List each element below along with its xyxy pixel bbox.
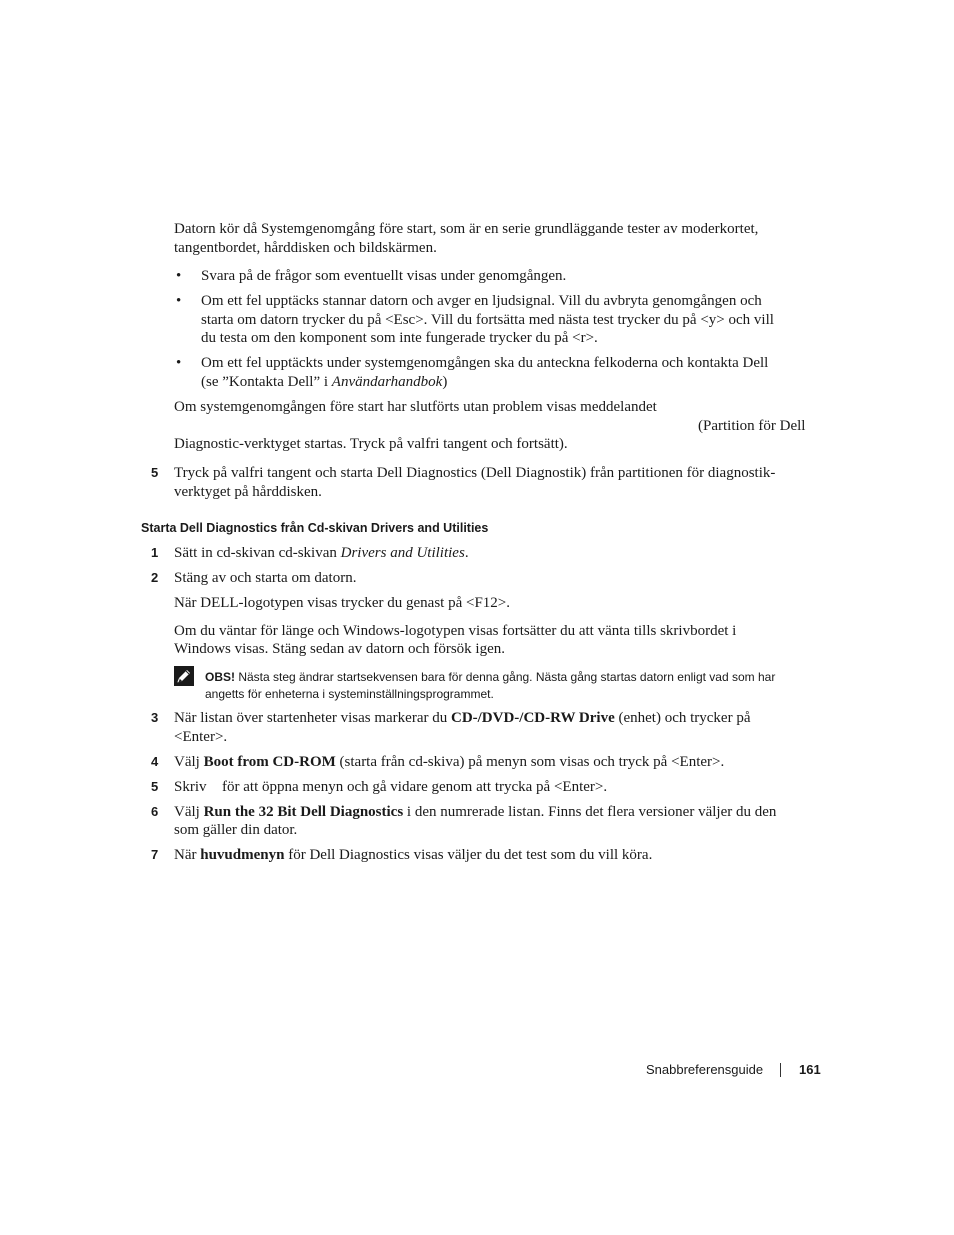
bullet-2-line-1: Om ett fel upptäcks stannar datorn och avger en ljudsignal. Vill du avbryta genomgången och xyxy=(201,293,762,309)
partition-msg-line-1: Om systemgenomgången före start har slutförts utan problem visas meddelandet xyxy=(174,399,657,415)
partition-msg-line-2: (Partition för Dell xyxy=(698,418,806,434)
bullet-1-text: Svara på de frågor som eventuellt visas under genomgången. xyxy=(201,268,567,284)
cd-step-2-text: Stäng av och starta om datorn. xyxy=(174,570,357,586)
step-number: 4 xyxy=(151,754,159,769)
footer-guide-label: Snabbreferensguide xyxy=(646,1062,764,1077)
bullet-marker: • xyxy=(176,268,182,284)
bullet-marker: • xyxy=(176,355,182,371)
main-menu-term: huvudmenyn xyxy=(200,847,285,863)
bullet-2-line-2: starta om datorn trycker du på <Esc>. Vill du fortsätta med nästa test trycker du på <y> och vill xyxy=(201,312,774,328)
cd-step-5-prefix: Skriv xyxy=(174,779,207,795)
diagnostics-option: Run the 32 Bit Dell Diagnostics xyxy=(203,804,404,820)
cd-title: Drivers and Utilities xyxy=(340,545,465,561)
step-number: 3 xyxy=(151,710,159,725)
cd-step-5-suffix: för att öppna menyn och gå vidare genom att trycka på <Enter>. xyxy=(222,779,608,795)
cd-step-6-line-1: Välj Run the 32 Bit Dell Diagnostics i den numrerade listan. Finns det flera versioner väljer du den xyxy=(174,804,777,820)
step-5-line-2: verktyget på hårddisken. xyxy=(174,484,322,500)
note-line-2: angetts för enheterna i systeminställningsprogrammet. xyxy=(205,687,494,701)
cd-step-1-text: Sätt in cd-skivan cd-skivan Drivers and Utilities. xyxy=(174,545,469,561)
cd-drive-option: CD-/DVD-/CD-RW Drive xyxy=(450,710,615,726)
page-number: 161 xyxy=(799,1062,821,1077)
step-number: 2 xyxy=(151,570,159,585)
bullet-marker: • xyxy=(176,293,182,309)
boot-option: Boot from CD-ROM xyxy=(203,754,336,770)
bullet-2-line-3: du testa om den komponent som inte fungerade trycker du på <r>. xyxy=(201,330,598,346)
intro-line-2: tangentbordet, hårddisken och bildskärmen. xyxy=(174,240,437,256)
partition-msg-line-3: Diagnostic-verktyget startas. Tryck på valfri tangent och fortsätt). xyxy=(174,436,568,452)
user-guide-title: Användarhandbok xyxy=(331,374,443,390)
intro-line-1: Datorn kör då Systemgenomgång före start, som är en serie grundläggande tester av moderkortet, xyxy=(174,221,759,237)
note-line-1: OBS! Nästa steg ändrar startsekvensen bara för denna gång. Nästa gång startas datorn enligt vad som har xyxy=(205,670,776,684)
step-5-line-1: Tryck på valfri tangent och starta Dell Diagnostics (Dell Diagnostik) från partitionen för diagnostik- xyxy=(174,465,776,481)
cd-step-2-para-1: När DELL-logotypen visas trycker du genast på <F12>. xyxy=(174,595,511,611)
cd-step-2-para-2-line-1: Om du väntar för länge och Windows-logotypen visas fortsätter du att vänta tills skrivbordet i xyxy=(174,623,737,639)
step-number: 5 xyxy=(151,779,159,794)
section-heading: Starta Dell Diagnostics från Cd-skivan Drivers and Utilities xyxy=(141,521,489,535)
bullet-3-line-2: (se ”Kontakta Dell” i Användarhandbok) xyxy=(201,374,448,390)
cd-step-3-line-1: När listan över startenheter visas markerar du CD-/DVD-/CD-RW Drive (enhet) och trycker på xyxy=(174,710,751,726)
step-number: 7 xyxy=(151,847,159,862)
footer-separator xyxy=(780,1063,781,1077)
step-number: 5 xyxy=(151,465,159,480)
cd-step-3-line-2: <Enter>. xyxy=(174,729,228,745)
step-number: 6 xyxy=(151,804,159,819)
step-number: 1 xyxy=(151,545,159,560)
cd-step-6-line-2: som gäller din dator. xyxy=(174,822,298,838)
note-label: OBS! xyxy=(205,670,235,684)
cd-step-2-para-2-line-2: Windows visas. Stäng sedan av datorn och försök igen. xyxy=(174,641,506,657)
note-pencil-icon xyxy=(174,666,194,686)
bullet-3-line-1: Om ett fel upptäckts under systemgenomgången ska du anteckna felkoderna och kontakta Dell xyxy=(201,355,769,371)
cd-step-4-text: Välj Boot from CD-ROM (starta från cd-skiva) på menyn som visas och tryck på <Enter>. xyxy=(174,754,725,770)
cd-step-7-text: När huvudmenyn för Dell Diagnostics visas väljer du det test som du vill köra. xyxy=(174,847,653,863)
